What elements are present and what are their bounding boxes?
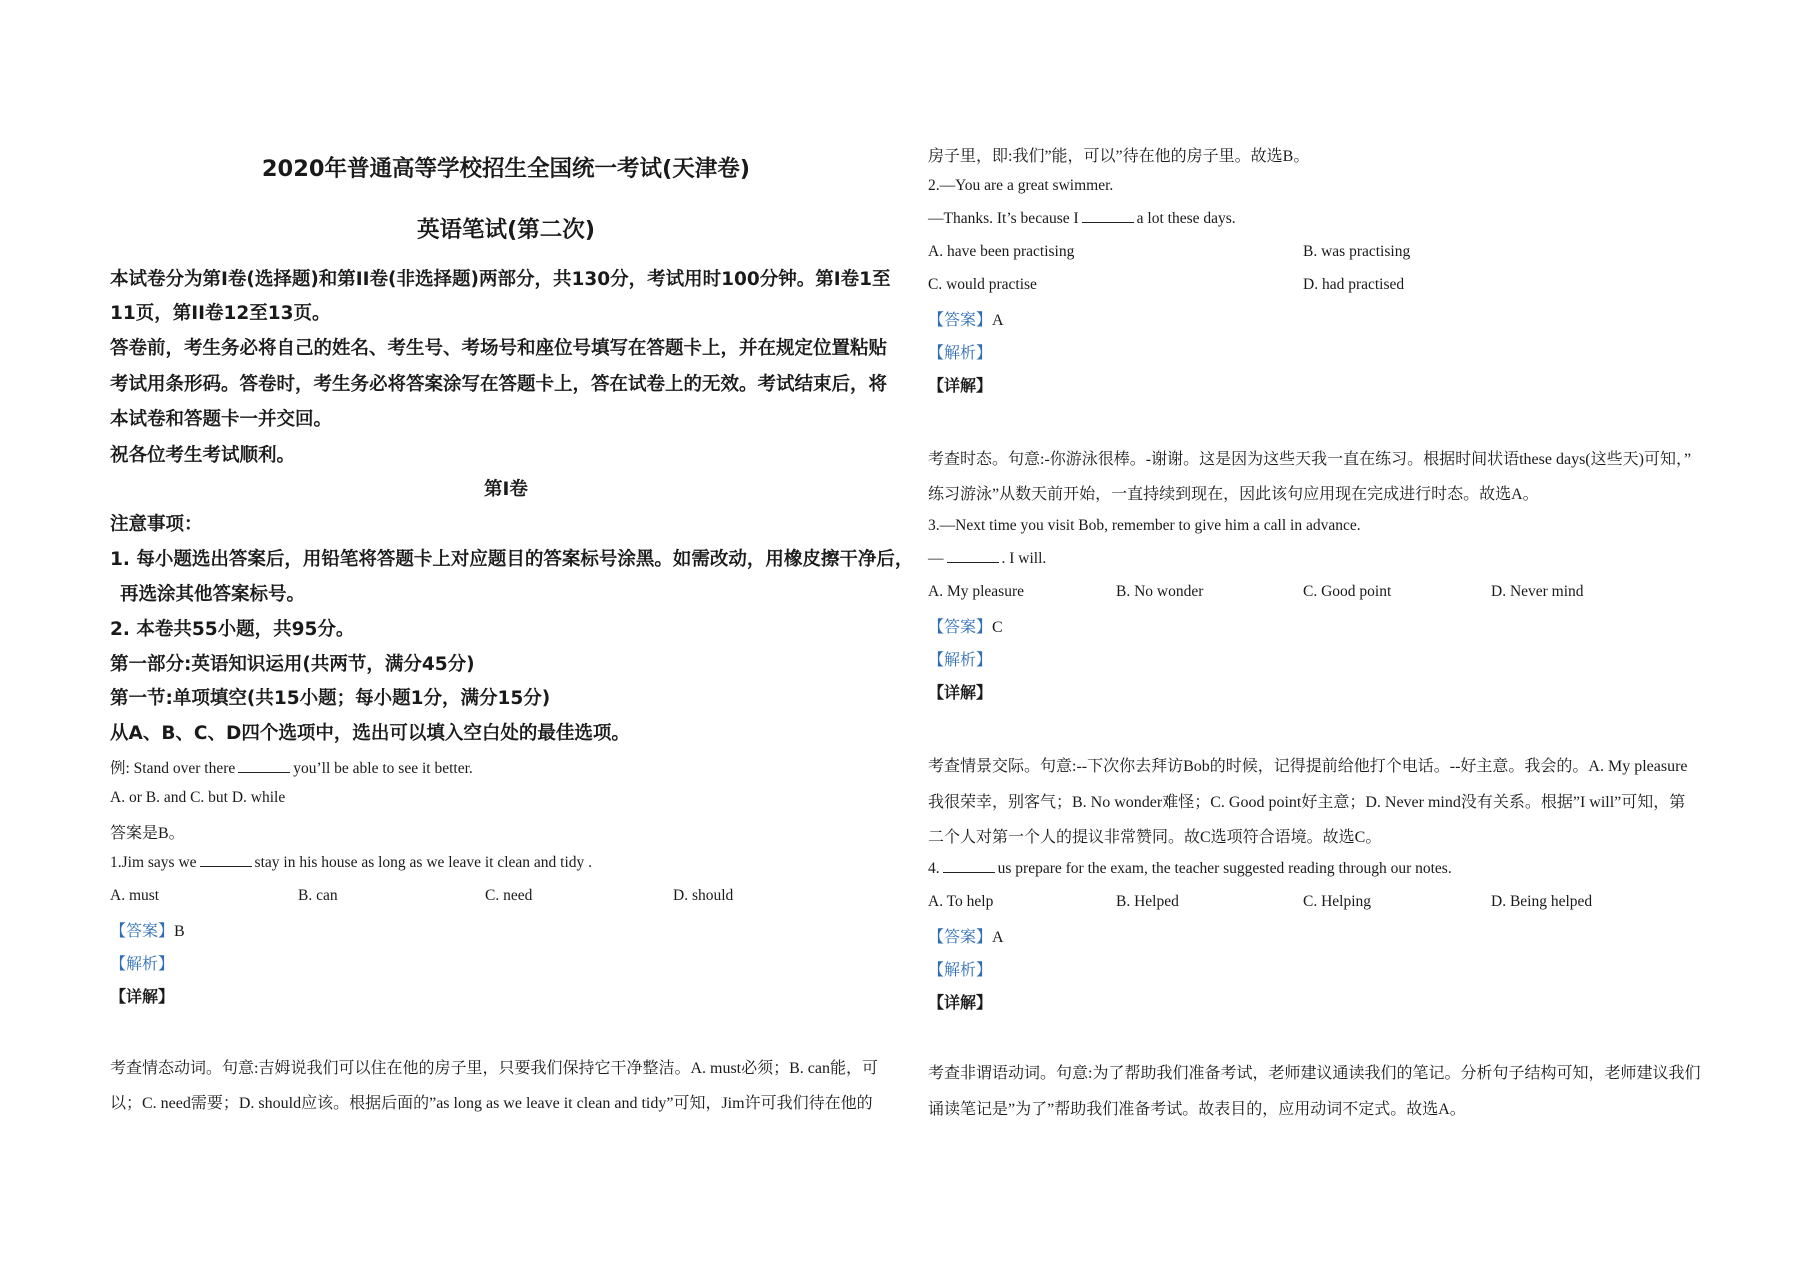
intro-line: 11页，第II卷12至13页。 bbox=[110, 303, 331, 324]
q2-analysis-label: 【解析】 bbox=[928, 345, 993, 362]
q3-analysis-label: 【解析】 bbox=[928, 652, 993, 669]
q1-answer: 【答案】B bbox=[110, 923, 185, 940]
q3-option-d: D. Never mind bbox=[1491, 583, 1584, 600]
blank bbox=[200, 854, 252, 867]
instruction: 从A、B、C、D四个选项中，选出可以填入空白处的最佳选项。 bbox=[110, 723, 630, 744]
q4-analysis-label: 【解析】 bbox=[928, 962, 993, 979]
q2-option-b: B. was practising bbox=[1303, 243, 1411, 260]
q2-detail-label: 【详解】 bbox=[928, 376, 993, 395]
q4-explanation: 考查非谓语动词。句意:为了帮助我们准备考试，老师建议通读我们的笔记。分析句子结构可知，老师建议我们 bbox=[928, 1065, 1701, 1082]
notice-item: 2. 本卷共55小题，共95分。 bbox=[110, 619, 355, 640]
q4-detail-label: 【详解】 bbox=[928, 993, 993, 1012]
example-answer: 答案是B。 bbox=[110, 825, 185, 842]
q3-answer: 【答案】C bbox=[928, 619, 1003, 636]
q4-option-b: B. Helped bbox=[1116, 893, 1179, 910]
q1-detail-label: 【详解】 bbox=[110, 987, 175, 1006]
example-options: A. or B. and C. but D. while bbox=[110, 789, 286, 806]
question-4: 4. us prepare for the exam, the teacher suggested reading through our notes. bbox=[928, 860, 1452, 877]
blank bbox=[238, 760, 290, 773]
q1-explanation: 以；C. need需要；D. should应该。根据后面的”as long as we leave it clean and tidy”可知，Jim许可我们待在他的 bbox=[110, 1095, 873, 1112]
q2-option-c: C. would practise bbox=[928, 276, 1037, 293]
section-heading: 第一节:单项填空(共15小题；每小题1分，满分15分) bbox=[110, 688, 551, 709]
question-2: 2.—You are a great swimmer. bbox=[928, 177, 1114, 194]
q4-option-c: C. Helping bbox=[1303, 893, 1372, 910]
q1-option-c: C. need bbox=[485, 887, 533, 904]
wish-line: 祝各位考生考试顺利。 bbox=[110, 445, 296, 466]
q3-option-c: C. Good point bbox=[1303, 583, 1392, 600]
q1-analysis-label: 【解析】 bbox=[110, 956, 175, 973]
q4-answer: 【答案】A bbox=[928, 929, 1004, 946]
intro-line: 答卷前，考生务必将自己的姓名、考生号、考场号和座位号填写在答题卡上，并在规定位置粘贴 bbox=[110, 338, 888, 359]
example-question: 例: Stand over there you’ll be able to see it better. bbox=[110, 760, 473, 777]
notice-item: 再选涂其他答案标号。 bbox=[120, 584, 306, 605]
q1-option-b: B. can bbox=[298, 887, 338, 904]
q3-detail-label: 【详解】 bbox=[928, 683, 993, 702]
q1-option-d: D. should bbox=[673, 887, 734, 904]
q2-option-d: D. had practised bbox=[1303, 276, 1405, 293]
intro-line: 本试卷分为第I卷(选择题)和第II卷(非选择题)两部分，共130分，考试用时100分钟。第I卷1至 bbox=[110, 269, 891, 290]
intro-line: 本试卷和答题卡一并交回。 bbox=[110, 409, 333, 430]
exam-subtitle: 英语笔试(第二次) bbox=[416, 217, 596, 243]
q3-explanation: 考查情景交际。句意:--下次你去拜访Bob的时候，记得提前给他打个电话。--好主意。我会的。A. My pleasure bbox=[928, 758, 1688, 775]
q3-option-b: B. No wonder bbox=[1116, 583, 1204, 600]
question-3: — . I will. bbox=[928, 550, 1047, 567]
q2-explanation: 练习游泳”从数天前开始，一直持续到现在，因此该句应用现在完成进行时态。故选A。 bbox=[928, 486, 1539, 503]
question-2: —Thanks. It’s because I a lot these days. bbox=[928, 210, 1236, 227]
part-heading: 第一部分:英语知识运用(共两节，满分45分) bbox=[110, 654, 475, 675]
question-1: 1.Jim says we stay in his house as long as we leave it clean and tidy . bbox=[110, 854, 593, 871]
question-3: 3.—Next time you visit Bob, remember to give him a call in advance. bbox=[928, 517, 1361, 534]
q4-option-d: D. Being helped bbox=[1491, 893, 1593, 910]
notice-item: 1. 每小题选出答案后，用铅笔将答题卡上对应题目的答案标号涂黑。如需改动，用橡皮擦干净后， bbox=[110, 549, 914, 570]
q3-explanation: 二个人对第一个人的提议非常赞同。故C选项符合语境。故选C。 bbox=[928, 829, 1382, 846]
q3-option-a: A. My pleasure bbox=[928, 583, 1024, 600]
q2-option-a: A. have been practising bbox=[928, 243, 1075, 260]
intro-line: 考试用条形码。答卷时，考生务必将答案涂写在答题卡上，答在试卷上的无效。考试结束后，将 bbox=[110, 374, 888, 395]
q2-answer: 【答案】A bbox=[928, 312, 1004, 329]
q1-explanation: 考查情态动词。句意:吉姆说我们可以住在他的房子里，只要我们保持它干净整洁。A. must必须；B. can能，可 bbox=[110, 1060, 878, 1077]
blank bbox=[943, 860, 995, 873]
exam-title: 2020年普通高等学校招生全国统一考试(天津卷) bbox=[261, 156, 751, 182]
blank bbox=[1082, 210, 1134, 223]
q1-explanation: 房子里，即:我们”能，可以”待在他的房子里。故选B。 bbox=[928, 148, 1310, 165]
q3-explanation: 我很荣幸，别客气；B. No wonder难怪；C. Good point好主意；D. Never mind没有关系。根据”I will”可知，第 bbox=[928, 794, 1686, 811]
q4-explanation: 诵读笔记是”为了”帮助我们准备考试。故表目的，应用动词不定式。故选A。 bbox=[928, 1101, 1466, 1118]
notice-title: 注意事项： bbox=[110, 514, 203, 535]
volume-heading: 第I卷 bbox=[484, 479, 528, 500]
blank bbox=[947, 550, 999, 563]
q2-explanation: 考查时态。句意:-你游泳很棒。-谢谢。这是因为这些天我一直在练习。根据时间状语these days(这些天)可知，” bbox=[928, 451, 1692, 468]
q4-option-a: A. To help bbox=[928, 893, 994, 910]
q1-option-a: A. must bbox=[110, 887, 160, 904]
